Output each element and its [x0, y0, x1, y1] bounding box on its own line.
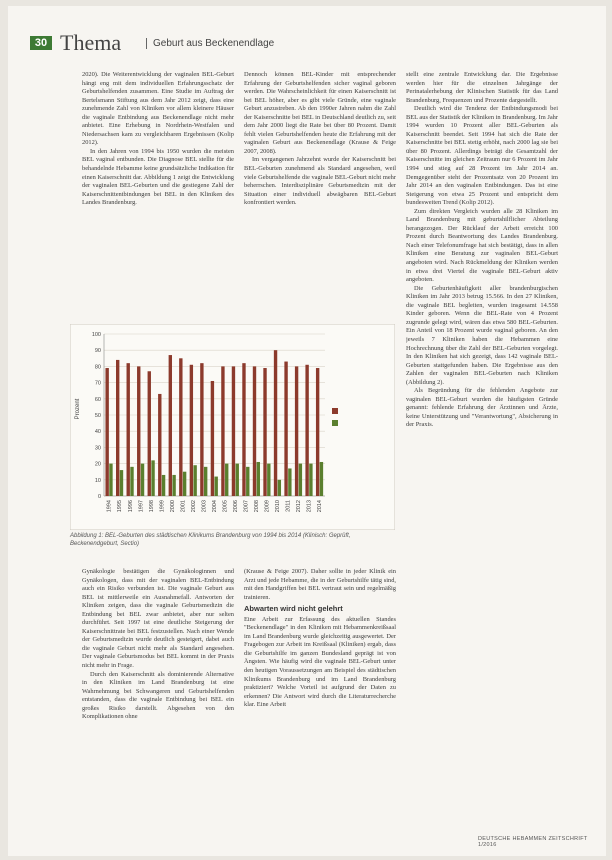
bar [267, 464, 270, 496]
bar [151, 460, 154, 496]
paragraph: Dennoch können BEL-Kinder mit entsprechender Erfahrung der Geburtshelfenden sicher vaginal geboren werden. Die Wahrscheinlichkeit für einen Kaiserschnitt ist bei BEL höher, aber es gibt viele Gründe, eine vaginale Geburt anzustreben. Ab den 1990er Jahren nahm die Zahl der Kaiserschnitte bei BEL in Deutschland deutlich zu, seit dem Jahr 2000 liegt die Rate bei über 80 Prozent. Damit fehlt vielen Geburtshelfenden heute die Erfahrung mit der vaginalen Geburt aus Beckenendlage (Krause & Feige 2007, 2008). [244, 71, 396, 155]
paragraph: 2020). Die Weiterentwicklung der vaginalen BEL-Geburt hängt eng mit dem individuellen Erfahrungsschatz der Geburtshelfenden zusammen. Eine Studie im Auftrag der Bertelsmann Stiftung aus dem Jahr 2012 zeigt, dass eine zunehmende Zahl von Kliniken vor allem kleinere Häuser die vaginale Entbindung aus Beckenendlage nicht mehr anbietet. Eine Erhebung in Nordrhein-Westfalen und Niedersachsen kam zu vergleichbaren Ergebnissen (Kolip 2012). [82, 71, 234, 147]
x-tick-label: 2011 [285, 500, 292, 512]
bar [278, 480, 281, 496]
y-tick-label: 90 [94, 348, 101, 355]
paragraph: (Krause & Feige 2007). Daher sollte in jeder Klinik ein Arzt und jede Hebamme, die in der Geburtshilfe tätig sind, mit den Handgriffen bei BEL vertraut sein und regelmäßig trainieren. [244, 568, 396, 601]
y-tick-label: 30 [94, 445, 101, 452]
x-tick-label: 2014 [317, 500, 324, 513]
bar [295, 366, 298, 496]
bar [221, 366, 224, 496]
y-tick-label: 80 [94, 364, 101, 371]
bar [215, 477, 218, 496]
bar [200, 363, 203, 496]
bar [127, 363, 130, 496]
bar [305, 365, 308, 496]
bar [193, 465, 196, 496]
paragraph: Durch den Kaiserschnitt als dominierende Alternative in den Kliniken im Land Brandenburg ist eine Wahrnehmung bei Schwangeren und Geburtshelfenden entstanden, dass die vaginale Entbindung bei BEL ein großes Risiko darstellt. Abgesehen von den Komplikationen ohne [82, 670, 234, 721]
bar [236, 464, 239, 496]
bar [169, 355, 172, 496]
y-tick-label: 40 [94, 429, 101, 436]
bar [246, 467, 249, 496]
bar [105, 368, 108, 496]
footer-journal: DEUTSCHE HEBAMMEN ZEITSCHRIFT 1/2016 [478, 836, 588, 848]
x-tick-label: 2005 [222, 500, 229, 513]
paragraph: Im vergangenen Jahrzehnt wurde der Kaiserschnitt bei BEL-Geburten zunehmend als Standard angesehen, weil viele Geburtshelfende die vaginale BEL-Geburt nicht mehr beherrschen. Interdisziplinäre Geburtsmedizin mit der Situation einer individuell abwägbaren BEL-Geburt konfrontiert werden. [244, 156, 396, 207]
bar [158, 394, 161, 496]
x-tick-label: 2012 [296, 500, 303, 513]
legend-swatch [332, 420, 338, 426]
y-tick-label: 10 [94, 477, 101, 484]
y-tick-label: 20 [94, 461, 101, 468]
magazine-page [8, 6, 606, 856]
y-tick-label: 60 [94, 396, 101, 403]
x-tick-label: 2008 [254, 500, 261, 513]
x-tick-label: 1999 [159, 500, 166, 513]
figure-caption: Abbildung 1: BEL-Geburten des städtischen Klinikums Brandenburg von 1994 bis 2014 (Klinisch: Geprüft, Beckenendgeburt, Sectio) [70, 533, 351, 547]
x-tick-label: 2004 [211, 500, 218, 513]
bar [141, 464, 144, 496]
bar-chart [70, 324, 395, 530]
bar [120, 470, 123, 496]
article-column-1-lower [82, 568, 234, 823]
x-tick-label: 2003 [201, 500, 208, 513]
paragraph: Gynäkologie bestätigen die Gynäkologinnen und Gynäkologen, dass mit der vaginalen BEL-Entbindung auch ein Risiko verbunden ist. Die vaginale Geburt aus BEL ist mittlerweile ein Ausnahmefall. Antworten der Kliniken zeigen, dass die vaginale Geburtsmedizin die Entbindung bei BEL zwar anbietet, aber nur selten durchführt. Seit 1997 ist eine deutliche Steigerung der Kaiserschnittrate bei BEL festzustellen. Nach einer Wende der Geburtsmedizin wurde deutlich gesteigert, dabei auch die vaginale Geburt nicht mehr als Standard angesehen. Der vaginale Geburtsmodus bei BEL kommt in der Praxis nicht mehr in Frage. [82, 568, 234, 670]
bar [232, 366, 235, 496]
paragraph: Die Geburtenhäufigkeit aller brandenburgischen Kliniken im Jahr 2013 betrug 15.566. In den 27 Kliniken, die vaginale BEL begleiten, wurden insgesamt 14.558 Kinder geboren. Wenn die BEL-Rate von 4 Prozent zugrunde gelegt wird, wären das etwa 580 BEL-Geburten. Ein Anteil von 18 Prozent wurde vaginal geboren. An den jeweils 7 Kliniken haben die Hebammen eine Hochrechnung über die Zahl der BEL-Geburten vorgelegt. In den Kliniken hat sich gezeigt, dass 142 vaginale BEL-Geburten stattgefunden haben. Die Ergebnisse aus den Zahlen der vaginalen BEL-Geburten nach Kliniken (Abbildung 2). [406, 284, 558, 386]
y-tick-label: 50 [94, 413, 101, 419]
bar [288, 468, 291, 496]
article-column-2-lower [244, 568, 396, 823]
x-tick-label: 1996 [127, 500, 134, 513]
y-tick-label: 70 [94, 380, 101, 387]
bar [179, 358, 182, 496]
page-number: 30 [30, 36, 52, 50]
bar [190, 365, 193, 496]
section-heading: Abwarten wird nicht gelehrt [244, 604, 343, 614]
chart-svg [70, 324, 395, 530]
bar [257, 462, 260, 496]
bar [204, 467, 207, 496]
topic-title: Geburt aus Beckenendlage [146, 38, 274, 49]
bar [299, 464, 302, 496]
bar [320, 462, 323, 496]
x-tick-label: 1997 [138, 500, 145, 513]
paragraph: Als Begründung für die fehlenden Angebote zur vaginalen BEL-Geburt wurden die häufigsten Gründe genannt: fehlende Erfahrung der Ärztinnen und Ärzte, keine Unterstützung und "Verantwortung", Absicherung in der Praxis. [406, 387, 558, 429]
bar [253, 366, 256, 496]
y-axis-label: Prozent [75, 398, 81, 420]
x-tick-label: 1995 [117, 500, 124, 513]
bar [183, 472, 186, 496]
y-tick-label: 100 [91, 332, 101, 338]
bar [225, 464, 228, 496]
x-tick-label: 1994 [106, 500, 113, 513]
paragraph: In den Jahren von 1994 bis 1950 wurden die meisten BEL vaginal entbunden. Die Diagnose BEL stellte für die behandelnde Hebamme keine grundsätzliche Indikation für einen Kaiserschnitt dar. Abbildung 1 zeigt die Entwicklung der vaginalen BEL-Geburten und die gestiegene Zahl der Kaiserschnittentbindungen bei BEL in den Kliniken des Landes Brandenburg. [82, 147, 234, 207]
x-tick-label: 2009 [264, 500, 271, 513]
bar [242, 363, 245, 496]
bar [263, 368, 266, 496]
y-tick-label: 0 [97, 494, 101, 500]
bar [309, 464, 312, 496]
article-column-3 [406, 71, 558, 811]
x-tick-label: 2013 [306, 500, 313, 513]
x-tick-label: 2006 [233, 500, 240, 513]
paragraph: Zum direkten Vergleich wurden alle 28 Kliniken im Land Brandenburg mit geburtshilflicher Abteilung herangezogen. Der Rücklauf der Arbeit erreicht 100 Prozent durch Beantwortung des Landes Brandenburg. Nach einer Telefonumfrage hat sich bestätigt, dass in allen Kliniken eine Beratung zur vaginalen BEL-Geburt angeboten wird. Nach Rückmeldung der Kliniken werden in etwa drei Viertel die vaginale BEL-Geburt aktiv angeboten. [406, 207, 558, 284]
bar [148, 371, 151, 496]
x-tick-label: 2010 [275, 500, 282, 513]
x-tick-label: 2000 [169, 500, 176, 513]
bar [116, 360, 119, 496]
x-tick-label: 1998 [148, 500, 155, 513]
legend-swatch [332, 408, 338, 414]
paragraph: Deutlich wird die Tendenz der Entbindungsmodi bei BEL aus der Statistik der Kliniken in Brandenburg. Im Jahr 1994 wurden 10 Prozent aller BEL-Geburten als Kaiserschnitt beendet. Seit 1994 hat sich die Rate der Kaiserschnitte bei BEL stetig erhöht, nach 2000 lag sie bei über 80 Prozent. Allerdings beträgt die Gesamtzahl der Kaiserschnitte im gleichen Zeitraum nur 6 Prozent im Jahr 1994 und stieg auf 28 Prozent im Jahr 2014 an. Demgegenüber steht der Prozentsatz von 20 Prozent im Jahr 2014 an den vaginalen Entbindungen. Das ist eine Steigerung von etwa 25 Prozent und entspricht dem bundesweiten Trend (Kolip 2012). [406, 105, 558, 207]
bar [316, 368, 319, 496]
paragraph: stellt eine zentrale Entwicklung dar. Die Ergebnisse werden hier für die einzelnen Jahrgänge der Perinatalerhebung der Klinischen Statistik für das Land Brandenburg, Frequenzen und Prozente dargestellt. [406, 71, 558, 104]
bar [274, 350, 277, 496]
bar [284, 362, 287, 496]
bar [130, 467, 133, 496]
bar [109, 464, 112, 496]
paragraph: Eine Arbeit zur Erfassung des aktuellen Standes "Beckenendlage" in den Kliniken mit Hebammenkreißsaal im Land Brandenburg wurde gleichzeitig ausgewertet. Der Fragebogen zur Arbeit im Kreißsaal (Kliniken) ergab, dass die Geburtshilfe im ganzen Bundesland geprägt ist von Ängsten. Wie häufig wird die vaginale BEL-Geburt unter den heutigen Voraussetzungen am Beispiel des städtischen Klinikums Brandenburg und im Land Brandenburg praktiziert? Welche Vorteil ist aufgrund der Daten zu erkennen? Die Antwort wird durch die Literaturrecherche klar. Eine Arbeit [244, 615, 396, 709]
article-column-2 [244, 71, 396, 316]
bar [172, 475, 175, 496]
bar [137, 366, 140, 496]
x-tick-label: 2002 [190, 500, 197, 513]
bar [211, 381, 214, 496]
bar [162, 475, 165, 496]
x-tick-label: 2007 [243, 500, 250, 513]
rubric-title: Thema [60, 30, 122, 55]
article-column-1 [82, 71, 234, 316]
x-tick-label: 2001 [180, 500, 187, 513]
